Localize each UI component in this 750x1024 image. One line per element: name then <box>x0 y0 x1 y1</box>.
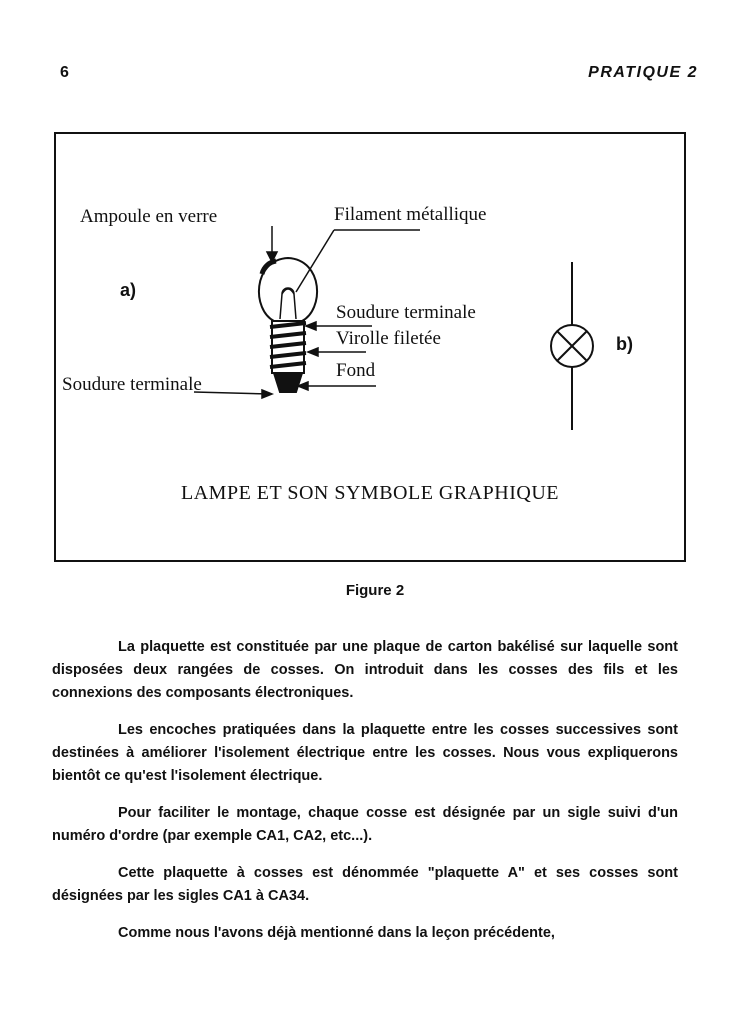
figure-label-a: a) <box>120 280 137 300</box>
figure-caption: Figure 2 <box>345 582 405 599</box>
figure-label-b: b) <box>616 334 633 354</box>
running-title: PRATIQUE 2 <box>588 64 698 81</box>
lamp-symbol <box>551 262 593 430</box>
label-soudure-right: Soudure terminale <box>336 302 476 323</box>
paragraph: Pour faciliter le montage, chaque cosse est désignée par un sigle suivi d'un numéro d'ordre (par exemple CA1, CA2, etc...). <box>52 805 678 844</box>
paragraph: La plaquette est constituée par une plaque de carton bakélisé sur laquelle sont disposées deux rangées de cosses. On introduit dans les cosses des fils et les connexions des composants électroniques. <box>52 639 678 701</box>
label-ampoule: Ampoule en verre <box>80 206 218 227</box>
figure-title: LAMPE ET SON SYMBOLE GRAPHIQUE <box>181 482 559 504</box>
label-soudure-left: Soudure terminale <box>62 374 202 395</box>
paragraph: Comme nous l'avons déjà mentionné dans la leçon précédente, <box>118 925 555 941</box>
page-number: 6 <box>60 64 69 81</box>
paragraph: Cette plaquette à cosses est dénommée "plaquette A" et ses cosses sont désignées par les sigles CA1 à CA34. <box>52 865 678 904</box>
label-fond: Fond <box>336 360 376 381</box>
label-virolle: Virolle filetée <box>336 328 441 349</box>
paragraph: Les encoches pratiquées dans la plaquette entre les cosses successives sont destinées à améliorer l'isolement électrique entre les cosses. Nous vous expliquerons bientôt ce qu'est l'isolement électrique. <box>52 722 678 784</box>
figure-frame <box>54 132 686 562</box>
body-text <box>52 636 678 959</box>
label-filament: Filament métallique <box>334 204 487 225</box>
